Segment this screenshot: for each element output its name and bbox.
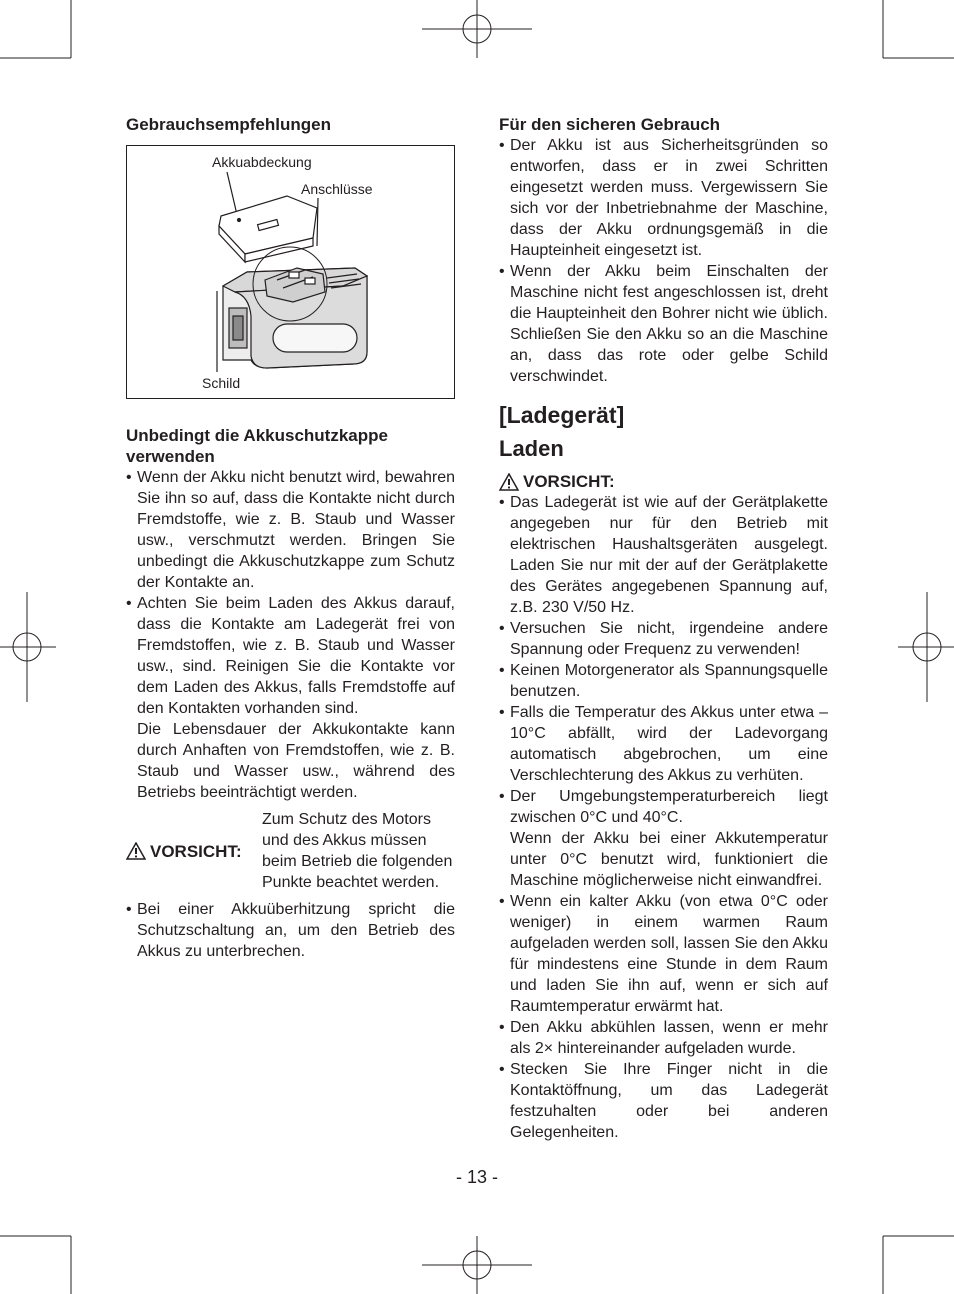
page-number: - 13 - (455, 1167, 498, 1187)
list-item: • Keinen Motorgenerator als Spannungsquelle benutzen. (499, 660, 828, 702)
protective-cap-list (126, 467, 455, 803)
list-item: • Bei einer Akkuüberhitzung spricht die Schutzschaltung an, um den Betrieb des Akkus zu unterbrechen. (126, 899, 455, 962)
battery-figure (126, 145, 455, 399)
caution-label: VORSICHT: (150, 841, 242, 861)
caution-label: VORSICHT: (523, 472, 615, 491)
heading-use-protective-cap: Unbedingt die Akkuschutzkappe verwenden (126, 426, 388, 466)
caution-text: Zum Schutz des Motors und des Akkus müssen beim Betrieb die folgenden Punkte beachtet werden. (262, 811, 453, 891)
list-item: • Wenn der Akku beim Einschalten der Maschine nicht fest angeschlossen ist, dreht die Haupteinheit den Bohrer nicht wie üblich. Schließen Sie den Akku so an die Maschine an, dass das rote oder gelbe Schild verschwindet. (499, 261, 828, 387)
subsection-title-charging: Laden (499, 436, 564, 461)
right-column (499, 114, 828, 1143)
warning-icon (126, 842, 146, 860)
list-item: • Stecken Sie Ihre Finger nicht in die Kontaktöffnung, um das Ladegerät festzuhalten oder bei anderen Gelegenheiten. (499, 1059, 828, 1143)
warning-icon (499, 473, 519, 491)
figure-label-connectors: Anschlüsse (301, 181, 373, 197)
list-item-continuation: Wenn der Akku bei einer Akkutemperatur unter 0°C benutzt wird, funktioniert die Maschine möglicherweise nicht einwandfrei. (510, 830, 828, 889)
heading-safe-use: Für den sicheren Gebrauch (499, 115, 721, 134)
battery-illustration (127, 146, 454, 398)
list-item: • Falls die Temperatur des Akkus unter etwa –10°C abfällt, wird der Ladevorgang automatisch abgebrochen, um eine Verschlechterung des Akkus zu verhüten. (499, 702, 828, 786)
list-item: • Der Akku ist aus Sicherheitsgründen so entworfen, dass er in zwei Schritten eingesetzt werden muss. Vergewissern Sie sich vor der Inbetriebnahme der Maschine, dass der Akku ordnungsgemäß in die Haupteinheit eingesetzt ist. (499, 135, 828, 261)
overheat-list (126, 899, 455, 962)
list-item: • Den Akku abkühlen lassen, wenn er mehr als 2× hintereinander aufgeladen wurde. (499, 1017, 828, 1059)
list-item: • Versuchen Sie nicht, irgendeine andere Spannung oder Frequenz zu verwenden! (499, 618, 828, 660)
list-item: • Der Umgebungstemperaturbereich liegt zwischen 0°C und 40°C. Wenn der Akku bei einer Akkutemperatur unter 0°C benutzt wird, funktioniert die Maschine möglicherweise nicht einwandfrei. (499, 786, 828, 891)
caution-heading (499, 471, 828, 492)
list-item: • Wenn der Akku nicht benutzt wird, bewahren Sie ihn so auf, dass die Kontakte nicht durch Fremdstoffe, wie z. B. Staub und Wasser usw., verschmutzt werden. Bringen Sie unbedingt die Akkuschutzkappe zum Schutz der Kontakte an. (126, 467, 455, 593)
charging-caution-list (499, 492, 828, 1143)
section-title-charger: [Ladegerät] (499, 402, 625, 428)
figure-label-shield: Schild (202, 375, 241, 391)
list-item: • Wenn ein kalter Akku (von etwa 0°C oder weniger) in einem warmen Raum aufgeladen werden soll, lassen Sie den Akku für mindestens eine Stunde in dem Raum und laden Sie ihn auf, wenn er sich auf Raumtemperatur erwärmt hat. (499, 891, 828, 1017)
caution-note (126, 809, 455, 893)
figure-label-cover: Akkuabdeckung (212, 154, 312, 170)
list-item-continuation: Die Lebensdauer der Akkukontakte kann durch Anhaften von Fremdstoffen, wie z. B. Staub und Wasser usw., während des Betriebs beeinträchtigt werden. (137, 721, 455, 801)
left-column (126, 114, 455, 962)
list-item: • Achten Sie beim Laden des Akkus darauf, dass die Kontakte am Ladegerät frei von Fremdstoffen, wie z. B. Staub und Wasser usw., sind. Reinigen Sie die Kontakte vor dem Laden des Akkus, falls Fremdstoffe auf den Kontakten vorhanden sind. Die Lebensdauer der Akkukontakte kann durch Anhaften von Fremdstoffen, wie z. B. Staub und Wasser usw., während des Betriebs beeinträchtigt werden. (126, 593, 455, 803)
list-item: • Das Ladegerät ist wie auf der Gerätplakette angegeben nur für den Betrieb mit elektrischen Haushaltsgeräten ausgelegt. Laden Sie nur mit der auf der Gerätplakette des Gerätes angegebenen Spannung auf, z.B. 230 V/50 Hz. (499, 492, 828, 618)
safe-use-list (499, 135, 828, 387)
heading-usage-recommendations: Gebrauchsempfehlungen (126, 115, 331, 134)
